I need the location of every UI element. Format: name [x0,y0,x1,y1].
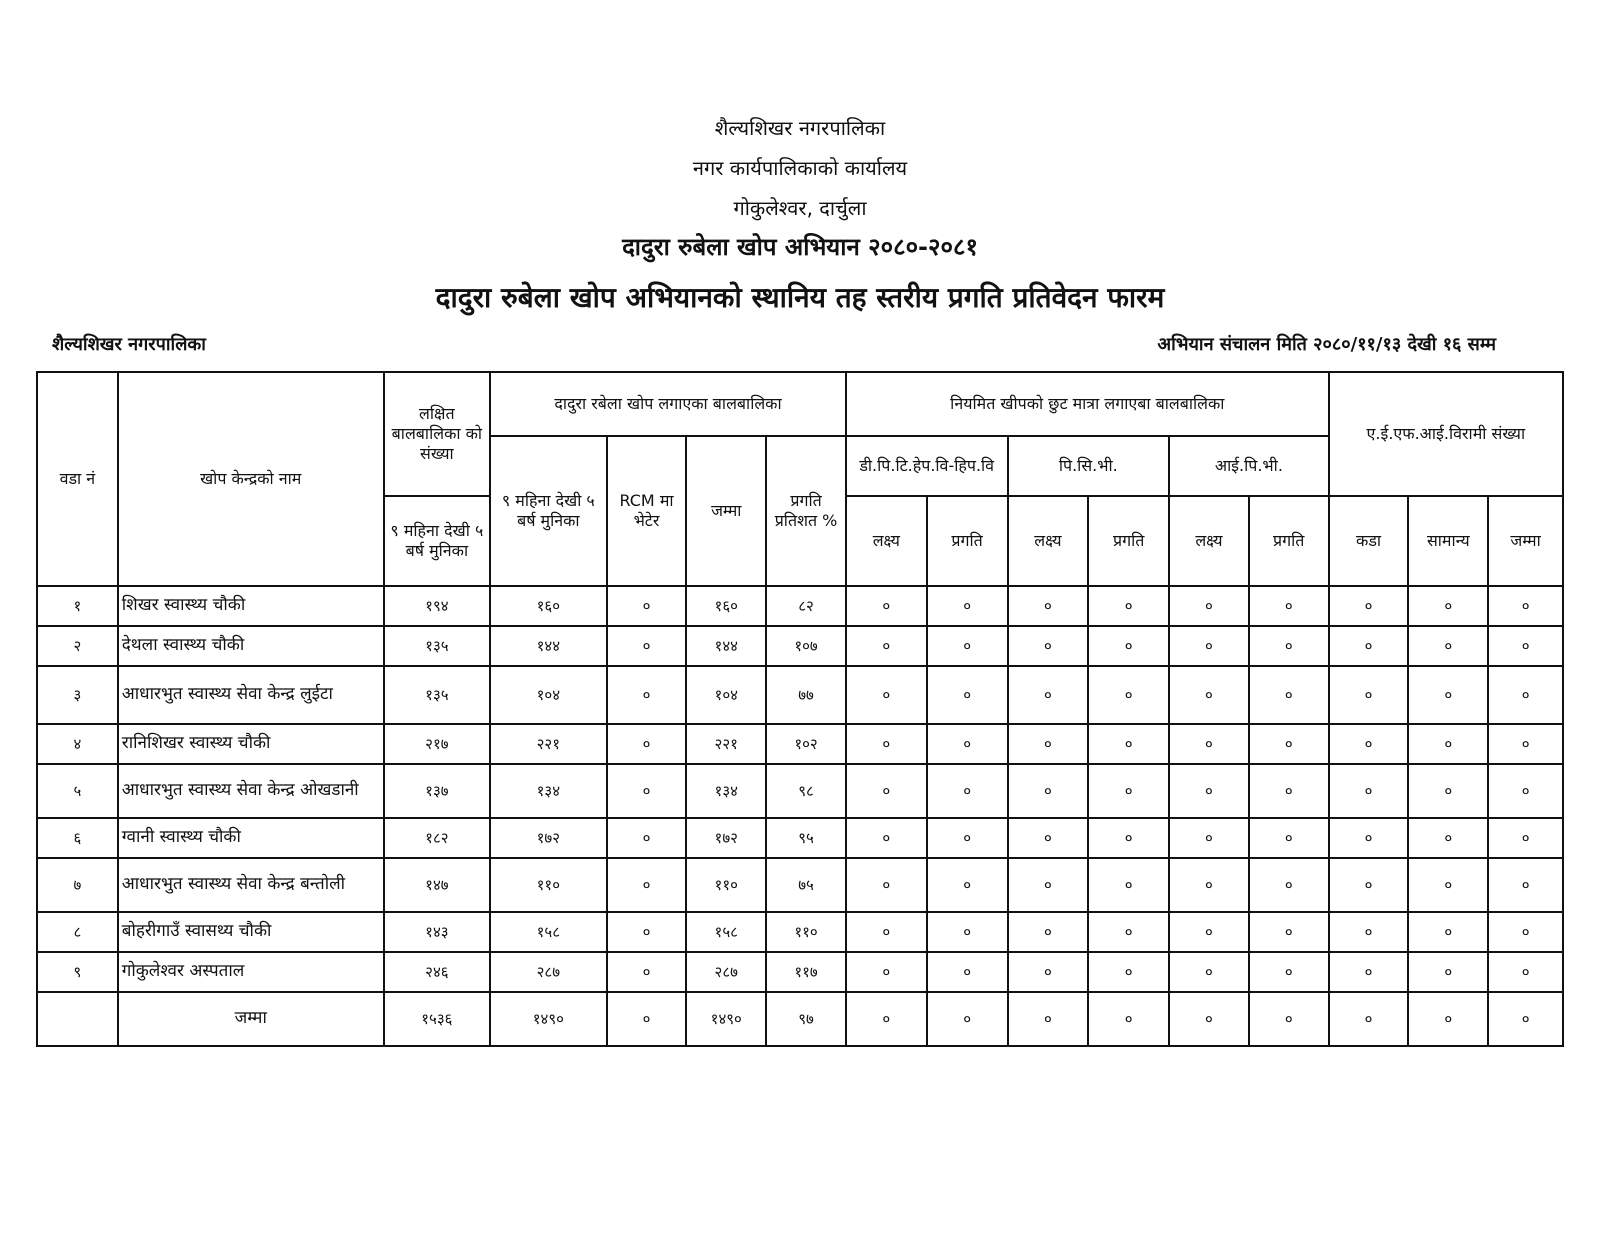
ward-cell: १ [37,586,118,626]
total-target-cell: १५३६ [384,992,490,1046]
campaign-dates: अभियान संचालन मिति २०८०/११/१३ देखी १६ सम्म [1157,334,1496,355]
count-cell: ० [1088,912,1169,952]
count-cell: ० [846,952,927,992]
count-cell: ० [1408,764,1488,818]
header-ward: वडा नं [37,372,118,586]
mr-vaccinated-cell: ११० [490,858,607,912]
count-cell: ० [927,818,1008,858]
target-cell: १४३ [384,912,490,952]
header-progress-percent: प्रगति प्रतिशत % [766,436,846,586]
rcm-cell: ० [607,912,687,952]
center-name-cell: बोहरीगाउँ स्वासथ्य चौकी [118,912,384,952]
rcm-cell: ० [607,764,687,818]
office-address: गोकुलेश्वर, दार्चुला [733,196,867,220]
count-cell: ० [1249,764,1329,818]
count-cell: ० [1008,952,1089,992]
target-cell: १३५ [384,626,490,666]
count-cell: ० [1408,586,1488,626]
header-dpt-target: लक्ष्य [846,496,927,586]
total-cell: ११० [686,858,766,912]
header-pcv-progress: प्रगति [1088,496,1169,586]
count-cell: ० [1249,858,1329,912]
count-cell: ० [1488,858,1563,912]
total-count-cell: ० [846,992,927,1046]
total-cell: १७२ [686,818,766,858]
count-cell: ० [1329,724,1409,764]
total-cell: १०४ [686,666,766,724]
ward-cell: ८ [37,912,118,952]
count-cell: ० [927,626,1008,666]
count-cell: ० [1169,724,1249,764]
form-title: दादुरा रुबेला खोप अभियानको स्थानिय तह स्तरीय प्रगति प्रतिवेदन फारम [435,281,1165,314]
progress-percent-cell: ९८ [766,764,846,818]
count-cell: ० [1169,858,1249,912]
center-name-cell: देथला स्वास्थ्य चौकी [118,626,384,666]
total-cell: १६० [686,586,766,626]
count-cell: ० [1408,952,1488,992]
total-count-cell: ० [1329,992,1409,1046]
count-cell: ० [1169,952,1249,992]
header-aefi-severe: कडा [1329,496,1409,586]
table-row [37,626,1563,666]
progress-percent-cell: १०७ [766,626,846,666]
header-dpt: डी.पि.टि.हेप.वि-हिप.वि [846,436,1008,496]
count-cell: ० [1488,586,1563,626]
header-routine-missed: नियमित खीपको छुट मात्रा लगाएबा बालबालिका [846,372,1329,436]
count-cell: ० [1088,666,1169,724]
total-count-cell: ० [1088,992,1169,1046]
rcm-cell: ० [607,666,687,724]
table-row [37,764,1563,818]
header-aefi: ए.ई.एफ.आई.विरामी संख्या [1329,372,1563,496]
target-cell: २१७ [384,724,490,764]
progress-percent-cell: ११० [766,912,846,952]
count-cell: ० [846,666,927,724]
rcm-cell: ० [607,586,687,626]
total-count-cell: ० [1488,992,1563,1046]
count-cell: ० [1169,818,1249,858]
count-cell: ० [927,666,1008,724]
count-cell: ० [1249,952,1329,992]
count-cell: ० [1408,666,1488,724]
progress-report-table [36,371,1564,1047]
count-cell: ० [1088,724,1169,764]
target-cell: १३७ [384,764,490,818]
center-name-cell: रानिशिखर स्वास्थ्य चौकी [118,724,384,764]
mr-vaccinated-cell: १५८ [490,912,607,952]
table-row [37,818,1563,858]
target-cell: १८२ [384,818,490,858]
header-pcv: पि.सि.भी. [1008,436,1170,496]
table-row [37,912,1563,952]
progress-percent-cell: ७७ [766,666,846,724]
header-ipv-target: लक्ष्य [1169,496,1249,586]
mr-vaccinated-cell: २८७ [490,952,607,992]
ward-cell: २ [37,626,118,666]
count-cell: ० [1008,818,1089,858]
count-cell: ० [1169,586,1249,626]
count-cell: ० [927,912,1008,952]
count-cell: ० [1169,666,1249,724]
total-count-cell: ० [1408,992,1488,1046]
count-cell: ० [1329,666,1409,724]
count-cell: ० [1329,818,1409,858]
count-cell: ० [1329,912,1409,952]
header-total: जम्मा [686,436,766,586]
rcm-cell: ० [607,626,687,666]
count-cell: ० [1169,764,1249,818]
count-cell: ० [1249,912,1329,952]
count-cell: ० [1408,912,1488,952]
count-cell: ० [1169,912,1249,952]
count-cell: ० [1088,586,1169,626]
count-cell: ० [1088,858,1169,912]
header-target-children: लक्षित बालबालिका को संख्या [384,372,490,496]
count-cell: ० [1329,586,1409,626]
progress-percent-cell: १०२ [766,724,846,764]
count-cell: ० [1408,858,1488,912]
header-ipv: आई.पि.भी. [1169,436,1329,496]
total-ward-cell [37,992,118,1046]
count-cell: ० [1169,626,1249,666]
total-label: जम्मा [118,992,384,1046]
count-cell: ० [1408,626,1488,666]
mr-vaccinated-cell: २२१ [490,724,607,764]
total-count-cell: ० [927,992,1008,1046]
total-total-cell: १४९० [686,992,766,1046]
header-dpt-progress: प्रगति [927,496,1008,586]
total-count-cell: ० [1249,992,1329,1046]
count-cell: ० [1408,724,1488,764]
rcm-cell: ० [607,724,687,764]
center-name-cell: आधारभुत स्वास्थ्य सेवा केन्द्र बन्तोली [118,858,384,912]
count-cell: ० [1488,764,1563,818]
count-cell: ० [1088,626,1169,666]
count-cell: ० [1008,586,1089,626]
count-cell: ० [1249,586,1329,626]
count-cell: ० [1488,952,1563,992]
count-cell: ० [1008,626,1089,666]
center-name-cell: ग्वानी स्वास्थ्य चौकी [118,818,384,858]
ward-cell: ९ [37,952,118,992]
count-cell: ० [927,858,1008,912]
count-cell: ० [846,858,927,912]
mr-vaccinated-cell: १७२ [490,818,607,858]
count-cell: ० [1488,818,1563,858]
count-cell: ० [1088,952,1169,992]
rcm-cell: ० [607,818,687,858]
center-name-cell: आधारभुत स्वास्थ्य सेवा केन्द्र लुईटा [118,666,384,724]
count-cell: ० [846,626,927,666]
count-cell: ० [927,724,1008,764]
center-name-cell: आधारभुत स्वास्थ्य सेवा केन्द्र ओखडानी [118,764,384,818]
count-cell: ० [1329,626,1409,666]
count-cell: ० [1249,626,1329,666]
header-aefi-total: जम्मा [1488,496,1563,586]
table-row [37,952,1563,992]
count-cell: ० [1008,858,1089,912]
count-cell: ० [1488,626,1563,666]
count-cell: ० [1008,666,1089,724]
count-cell: ० [1008,912,1089,952]
count-cell: ० [1329,764,1409,818]
rcm-cell: ० [607,858,687,912]
header-center-name: खोप केन्द्रको नाम [118,372,384,586]
count-cell: ० [1488,912,1563,952]
mr-vaccinated-cell: १४४ [490,626,607,666]
target-cell: २४६ [384,952,490,992]
header-aefi-normal: सामान्य [1408,496,1488,586]
table-row [37,666,1563,724]
target-cell: १४७ [384,858,490,912]
count-cell: ० [846,586,927,626]
total-rcm-cell: ० [607,992,687,1046]
municipality-name: शैल्यशिखर नगरपालिका [714,116,886,140]
count-cell: ० [1329,858,1409,912]
header-pcv-target: लक्ष्य [1008,496,1089,586]
header-ipv-progress: प्रगति [1249,496,1329,586]
count-cell: ० [846,818,927,858]
total-row [37,992,1563,1046]
count-cell: ० [1008,764,1089,818]
total-percent-cell: ९७ [766,992,846,1046]
target-cell: १३५ [384,666,490,724]
center-name-cell: गोकुलेश्वर अस्पताल [118,952,384,992]
total-cell: १५८ [686,912,766,952]
campaign-title: दादुरा रुबेला खोप अभियान २०८०-२०८१ [622,233,978,261]
ward-cell: ४ [37,724,118,764]
mr-vaccinated-cell: १६० [490,586,607,626]
count-cell: ० [1249,818,1329,858]
total-cell: १३४ [686,764,766,818]
count-cell: ० [1329,952,1409,992]
total-count-cell: ० [1008,992,1089,1046]
ward-cell: ५ [37,764,118,818]
mr-vaccinated-cell: १३४ [490,764,607,818]
ward-cell: ३ [37,666,118,724]
count-cell: ० [1408,818,1488,858]
count-cell: ० [846,724,927,764]
count-cell: ० [927,586,1008,626]
header-mr-age: ९ महिना देखी ५ बर्ष मुनिका [490,436,607,586]
count-cell: ० [927,952,1008,992]
total-count-cell: ० [1169,992,1249,1046]
total-cell: १४४ [686,626,766,666]
progress-percent-cell: ८२ [766,586,846,626]
target-cell: १९४ [384,586,490,626]
count-cell: ० [1488,666,1563,724]
total-mr-cell: १४९० [490,992,607,1046]
total-cell: २८७ [686,952,766,992]
header-mr-vaccinated: दादुरा रबेला खोप लगाएका बालबालिका [490,372,846,436]
count-cell: ० [846,912,927,952]
count-cell: ० [1088,764,1169,818]
mr-vaccinated-cell: १०४ [490,666,607,724]
count-cell: ० [1088,818,1169,858]
center-name-cell: शिखर स्वास्थ्य चौकी [118,586,384,626]
table-row [37,858,1563,912]
count-cell: ० [846,764,927,818]
rcm-cell: ० [607,952,687,992]
progress-percent-cell: ११७ [766,952,846,992]
header-target-age: ९ महिना देखी ५ बर्ष मुनिका [384,496,490,586]
municipality-label: शैल्यशिखर नगरपालिका [52,334,206,355]
progress-percent-cell: ९५ [766,818,846,858]
table-row [37,724,1563,764]
count-cell: ० [927,764,1008,818]
total-cell: २२१ [686,724,766,764]
ward-cell: ७ [37,858,118,912]
progress-percent-cell: ७५ [766,858,846,912]
count-cell: ० [1249,724,1329,764]
count-cell: ० [1488,724,1563,764]
ward-cell: ६ [37,818,118,858]
table-row [37,586,1563,626]
count-cell: ० [1008,724,1089,764]
header-rcm: RCM मा भेटेर [607,436,687,586]
office-name: नगर कार्यपालिकाको कार्यालय [692,156,908,180]
count-cell: ० [1249,666,1329,724]
